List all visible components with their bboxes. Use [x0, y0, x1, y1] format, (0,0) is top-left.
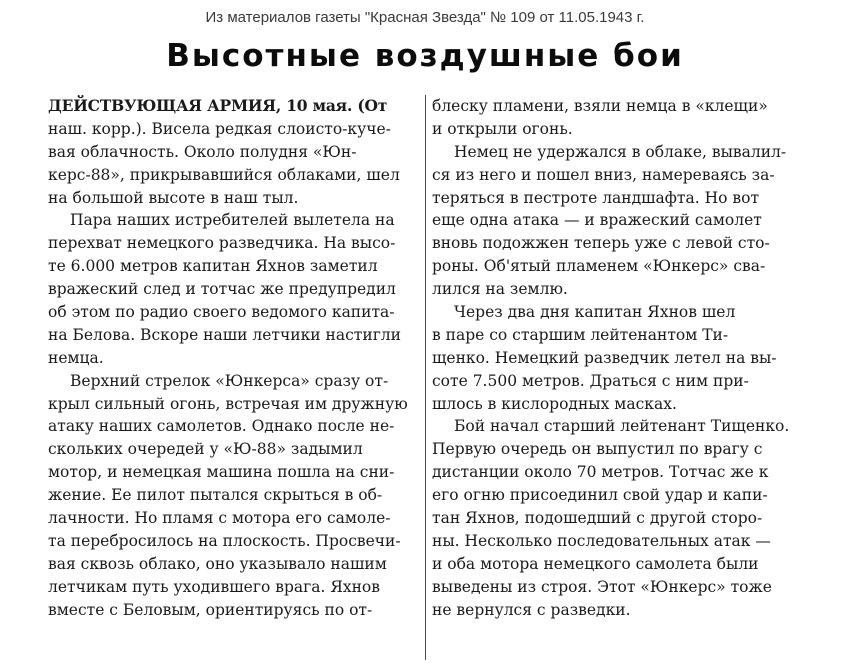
- text-line: не вернулся с разведки.: [432, 600, 631, 619]
- text-line: вместе с Беловым, ориентируясь по от-: [48, 600, 373, 619]
- text-line: Первую очередь он выпустил по врагу с: [432, 440, 763, 459]
- text-line: лачности. Но пламя с мотора его самоле-: [48, 509, 391, 528]
- text-line: Через два дня капитан Яхнов шел: [454, 303, 736, 322]
- text-line: атаку наших самолетов. Однако после не-: [48, 417, 395, 436]
- text-line: Верхний стрелок «Юнкерса» сразу от-: [70, 371, 389, 390]
- text-line: немца.: [48, 348, 104, 367]
- text-line: и открыли огонь.: [432, 119, 573, 138]
- text-line: скольких очередей у «Ю-88» задымил: [48, 440, 363, 459]
- text-line: лился на землю.: [432, 280, 568, 299]
- text-line: та перебросилось на плоскость. Просвечи-: [48, 531, 401, 550]
- text-line: тан Яхнов, подошедший с другой сторо-: [432, 509, 763, 528]
- text-line: вая сквозь облако, оно указывало нашим: [48, 554, 387, 573]
- text-line: Немец не удержался в облаке, вывалил-: [454, 142, 787, 161]
- text-line: те 6.000 метров капитан Яхнов заметил: [48, 257, 378, 276]
- text-line: роны. Об'ятый пламенем «Юнкерс» сва-: [432, 257, 766, 276]
- text-line: дистанции около 70 метров. Тотчас же к: [432, 463, 769, 482]
- text-line: наш. корр.). Висела редкая слоисто-куче-: [48, 119, 391, 138]
- text-line: вражеский след и тотчас же предупредил: [48, 280, 396, 299]
- article-column-left: [48, 95, 420, 621]
- text-line: соте 7.500 метров. Драться с ним при-: [432, 371, 749, 390]
- text-line: шлось в кислородных масках.: [432, 394, 677, 413]
- text-line: Бой начал старший лейтенант Тищенко.: [454, 417, 790, 436]
- text-line: вновь подожжен теперь уже с левой сто-: [432, 234, 770, 253]
- column-divider: [425, 95, 426, 660]
- text-line: ся из него и пошел вниз, намереваясь за-: [432, 165, 775, 184]
- text-line: и оба мотора немецкого самолета были: [432, 554, 759, 573]
- text-line: в паре со старшим лейтенантом Ти-: [432, 325, 729, 344]
- text-line: выведены из строя. Этот «Юнкерс» тоже: [432, 577, 772, 596]
- text-line: щенко. Немецкий разведчик летел на вы-: [432, 348, 777, 367]
- text-line: на большой высоте в наш тыл.: [48, 188, 299, 207]
- article-column-right: [432, 95, 830, 621]
- text-line: перехват немецкого разведчика. На высо-: [48, 234, 396, 253]
- text-line: блеску пламени, взяли немца в «клещи»: [432, 97, 768, 115]
- text-line: ДЕЙСТВУЮЩАЯ АРМИЯ, 10 мая. (От: [48, 96, 388, 115]
- text-line: мотор, и немецкая машина пошла на сни-: [48, 463, 395, 482]
- text-line: жение. Ее пилот пытался скрыться в об-: [48, 486, 383, 505]
- text-line: керс-88», прикрывавшийся облаками, шел: [48, 165, 400, 184]
- text-line: об этом по радио своего ведомого капита-: [48, 303, 395, 322]
- text-line: вая облачность. Около полудня «Юн-: [48, 142, 357, 161]
- text-line: теряться в пестроте ландшафта. Но вот: [432, 188, 760, 207]
- text-line: крыл сильный огонь, встречая им дружную: [48, 394, 408, 413]
- text-line: на Белова. Вскоре наши летчики настигли: [48, 325, 401, 344]
- article-headline: Высотные воздушные бои: [166, 38, 684, 74]
- source-caption: Из материалов газеты "Красная Звезда" № 109 от 11.05.1943 г.: [205, 9, 645, 26]
- text-line: ны. Несколько последовательных атак —: [432, 531, 771, 550]
- text-line: еще одна атака — и вражеский самолет: [432, 211, 762, 230]
- text-line: летчикам путь уходившего врага. Яхнов: [48, 577, 380, 596]
- text-line: Пара наших истребителей вылетела на: [70, 211, 395, 230]
- text-line: его огню присоединил свой удар и капи-: [432, 486, 768, 505]
